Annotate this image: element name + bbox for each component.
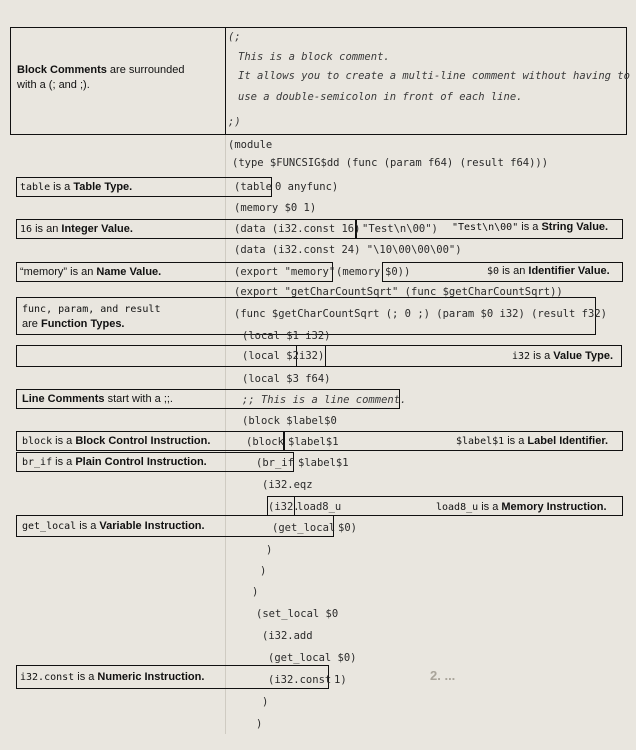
code-load8: load8_u [297, 501, 342, 513]
code-br-if-kw: (br_if [256, 457, 294, 469]
block-comment-line2: It allows you to create a multi-line comment without having to [238, 70, 630, 82]
code-i32-add: (i32.add [262, 630, 313, 642]
block-comment-line1: This is a block comment. [238, 51, 390, 63]
bleed-through-heading: 2. ... [430, 668, 456, 683]
code-close-2: ) [260, 565, 267, 577]
name-value-bold: Name Value. [96, 266, 162, 278]
code-local1: (local $1 i32) [242, 330, 331, 342]
line-comments-note [22, 392, 173, 406]
code-export1-id: $0)) [385, 266, 411, 278]
code-data1-str: "Test\n\00") [362, 223, 438, 235]
code-i32-eqz: (i32.eqz [262, 479, 313, 491]
code-close-5: ) [256, 718, 263, 730]
numeric-instruction-bold: Numeric Instruction. [97, 671, 205, 683]
name-value-mono: “memory” [20, 266, 68, 278]
code-export1-inner: (export "memory" [234, 266, 336, 278]
block-control-bold: Block Control Instruction. [75, 435, 211, 447]
integer-value-note [20, 222, 133, 237]
code-type: (type $FUNCSIG$dd (func (param f64) (result f64))) [232, 157, 549, 169]
label-identifier-mono: $label$1 [456, 436, 505, 447]
label-identifier-bold: Label Identifier. [527, 435, 609, 447]
block-comment-line3: use a double-semicolon in front of each line. [238, 91, 523, 103]
code-block-label0: (block $label$0 [242, 415, 337, 427]
label-identifier-note [456, 434, 608, 449]
memory-instruction-text: is a [478, 501, 502, 513]
value-type-text: is a [530, 350, 554, 362]
code-table-kw: (table [234, 181, 272, 193]
memory-instruction-note [436, 500, 607, 515]
block-comment-open: (; [228, 31, 241, 43]
code-local2-type: i32) [299, 350, 325, 362]
block-control-note [22, 434, 210, 449]
code-export1-mid: (memory [336, 266, 381, 278]
code-close-3: ) [252, 586, 259, 598]
value-type-note [512, 349, 613, 364]
integer-value-mono: 16 [20, 224, 33, 235]
identifier-value-text: is an [499, 265, 529, 277]
code-close-4: ) [262, 696, 269, 708]
memory-instruction-mono: load8_u [436, 502, 479, 513]
variable-instruction-note [22, 519, 205, 534]
variable-instruction-text: is a [76, 520, 100, 532]
table-type-text: is a [50, 181, 74, 193]
numeric-instruction-mono: i32.const [20, 672, 75, 683]
block-comment-inner-divider [225, 27, 226, 135]
integer-value-bold: Integer Value. [61, 223, 133, 235]
plain-control-bold: Plain Control Instruction. [75, 456, 207, 468]
code-local3: (local $3 f64) [242, 373, 331, 385]
string-value-mono: "Test\n\00" [452, 222, 519, 233]
block-comment-close: ;) [228, 116, 241, 128]
string-value-bold: String Value. [541, 221, 609, 233]
value-type-mono: i32 [512, 351, 531, 362]
code-get-local-arg: $0) [338, 522, 357, 534]
name-value-text: is an [67, 266, 97, 278]
code-func: (func $getCharCountSqrt (; 0 ;) (param $0 i32) (result f32) [234, 308, 607, 320]
integer-value-text: is an [32, 223, 62, 235]
block-control-text: is a [52, 435, 76, 447]
identifier-value-mono: $0 [487, 266, 500, 277]
string-value-note [452, 220, 608, 235]
block-comment-note-line2: with a (; and ;). [17, 79, 90, 91]
value-type-bold: Value Type. [553, 350, 614, 362]
code-line-comment: ;; This is a line comment. [242, 394, 407, 406]
variable-instruction-mono: get_local [22, 521, 77, 532]
string-value-text: is a [518, 221, 542, 233]
block-comment-note-rest: are surrounded [106, 64, 185, 76]
identifier-value-bold: Identifier Value. [528, 265, 610, 277]
code-block-kw: (block [246, 436, 284, 448]
plain-control-note [22, 455, 207, 470]
memory-instruction-bold: Memory Instruction. [501, 501, 607, 513]
line-comments-bold: Line Comments [22, 393, 105, 405]
code-i32-const-arg: 1) [334, 674, 347, 686]
function-types-line1: func, param, and result [22, 304, 161, 315]
plain-control-mono: br_if [22, 457, 53, 468]
code-get-local-kw: (get_local [272, 522, 336, 534]
numeric-instruction-note [20, 670, 204, 685]
block-comment-note-bold: Block Comments [17, 64, 107, 76]
block-control-mono: block [22, 436, 53, 447]
variable-instruction-bold: Variable Instruction. [99, 520, 205, 532]
function-types-pre: are [22, 318, 41, 330]
table-type-bold: Table Type. [73, 181, 133, 193]
code-data1-inner: (data (i32.const 16) [234, 223, 361, 235]
code-block-label1: $label$1 [288, 436, 339, 448]
code-table-rest: 0 anyfunc) [275, 181, 339, 193]
code-i32-prefix: (i32. [268, 501, 300, 513]
code-local2-kw: (local $2 [242, 350, 299, 362]
code-data2: (data (i32.const 24) "\10\00\00\00") [234, 244, 462, 256]
name-value-note [20, 265, 161, 279]
table-type-note [20, 180, 132, 195]
code-export2: (export "getCharCountSqrt" (func $getCharCountSqrt)) [234, 286, 563, 298]
block-comment-note [17, 63, 185, 93]
function-types-bold: Function Types. [40, 318, 125, 330]
numeric-instruction-text: is a [74, 671, 98, 683]
code-module: (module [228, 139, 273, 151]
function-types-note [22, 302, 160, 332]
plain-control-text: is a [52, 456, 76, 468]
line-comments-text: start with a ;;. [104, 393, 173, 405]
code-close-1: ) [266, 544, 273, 556]
table-type-mono: table [20, 182, 51, 193]
label-identifier-text: is a [504, 435, 528, 447]
identifier-value-note [487, 264, 610, 279]
code-i32-const-kw: (i32.const [268, 674, 332, 686]
code-set-local: (set_local $0 [256, 608, 339, 620]
code-br-if-label: $label$1 [298, 457, 349, 469]
code-get-local2: (get_local $0) [268, 652, 357, 664]
code-memory: (memory $0 1) [234, 202, 317, 214]
